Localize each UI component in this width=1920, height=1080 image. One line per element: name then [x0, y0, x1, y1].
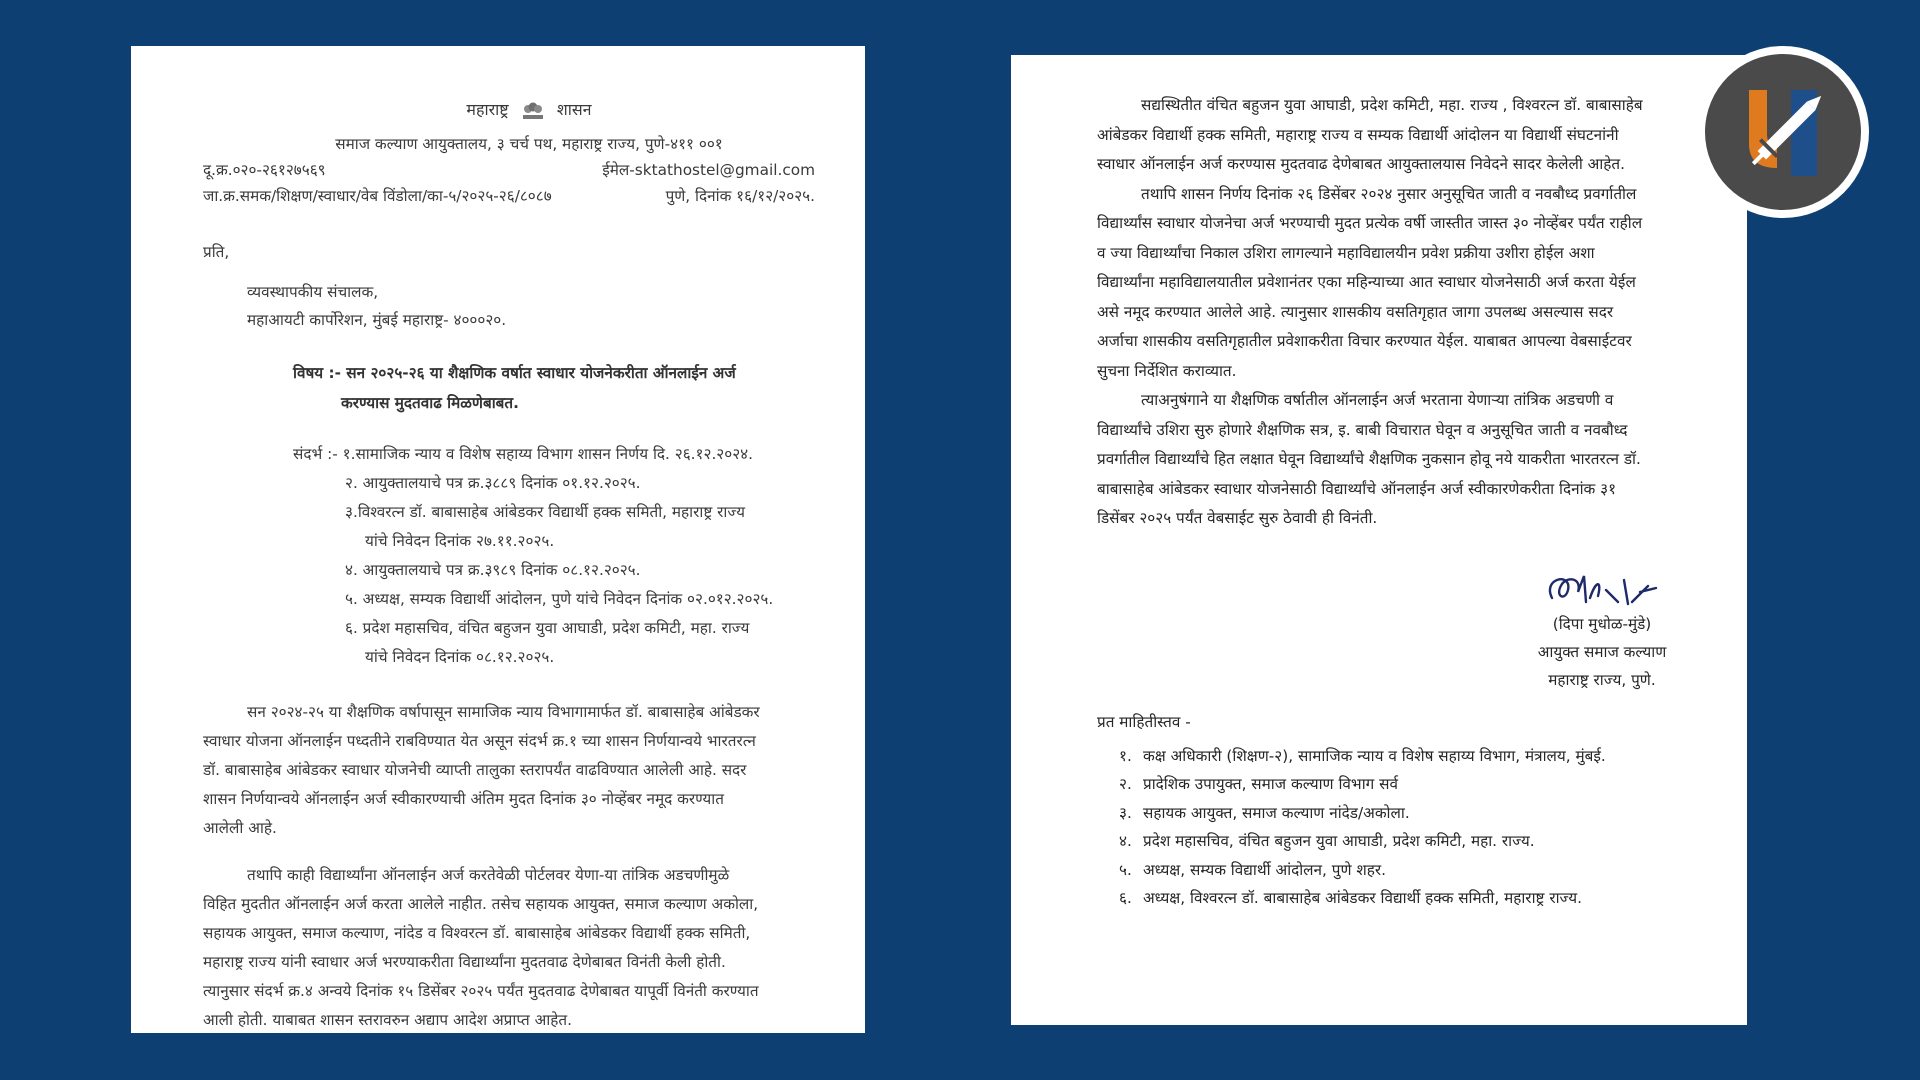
reference-item: ३.विश्वरत्न डॉ. बाबासाहेब आंबेडकर विद्यार्थी हक्क समिती, महाराष्ट्र राज्य	[345, 502, 745, 521]
reference-item: २. आयुक्तालयाचे पत्र क्र.३८८९ दिनांक ०१.१२.२०२५.	[345, 473, 641, 492]
site-logo-icon	[1705, 54, 1861, 210]
subject-line-1: विषय :- सन २०२५-२६ या शैक्षणिक वर्षात स्वाधार योजनेकरीता ऑनलाईन अर्ज	[293, 363, 736, 382]
paragraph-line: सद्यस्थितीत वंचित बहुजन युवा आघाडी, प्रदेश कमिटी, महा. राज्य , विश्वरत्न डॉ. बाबासाहेब	[1141, 96, 1643, 114]
reference-item: यांचे निवेदन दिनांक ०८.१२.२०२५.	[365, 647, 555, 666]
list-item	[1119, 827, 1695, 856]
gov-left: महाराष्ट्र	[466, 100, 509, 119]
cc-title: प्रत माहितीस्तव -	[1097, 712, 1191, 731]
place-date: पुणे, दिनांक १६/१२/२०२५.	[665, 186, 815, 205]
letter-page-1	[131, 46, 865, 1033]
list-item-number: ५.	[1119, 860, 1132, 879]
to-label: प्रति,	[203, 242, 230, 261]
paragraph-line: बाबासाहेब आंबेडकर स्वाधार योजनेसाठी विद्यार्थ्यांचे ऑनलाईन अर्ज स्वीकारणेकरीता दिनांक ३१	[1097, 479, 1617, 498]
reference-row	[203, 186, 815, 206]
list-item	[1119, 884, 1695, 913]
paragraph-line: डॉ. बाबासाहेब आंबेडकर स्वाधार योजनेची व्याप्ती तालुका स्तरापर्यंत वाढविण्यात आलेली आहे. सदर	[203, 760, 747, 779]
list-item-text: कक्ष अधिकारी (शिक्षण-२), सामाजिक न्याय व विशेष सहाय्य विभाग, मंत्रालय, मुंबई.	[1143, 746, 1606, 765]
list-item-number: २.	[1119, 775, 1132, 793]
list-item-text: सहायक आयुक्त, समाज कल्याण नांदेड/अकोला.	[1143, 803, 1410, 822]
site-logo	[1697, 46, 1869, 218]
paragraph-line: स्वाधार ऑनलाईन अर्ज करण्यास मुदतवाढ देणेबाबत आयुक्तालयास निवेदने सादर केलेली आहेत.	[1097, 155, 1625, 173]
list-item	[1119, 799, 1695, 828]
paragraph-line: त्यानुसार संदर्भ क्र.४ अन्वये दिनांक १५ डिसेंबर २०२५ पर्यंत मुदतवाढ देणेबाबत यापूर्वी विनंती करण्यात	[203, 981, 759, 1000]
subject-block	[293, 358, 815, 418]
reference-item: ५. अध्यक्ष, सम्यक विद्यार्थी आंदोलन, पुणे यांचे निवेदन दिनांक ०२.०१२.२०२५.	[345, 589, 774, 608]
reference-text: १.सामाजिक न्याय व विशेष सहाय्य विभाग शासन निर्णय दि. २६.१२.२०२४.	[342, 444, 753, 463]
body-paragraph-1	[203, 698, 815, 843]
reference-number: जा.क्र.समक/शिक्षण/स्वाधार/वेब विंडोला/का-५/२०२५-२६/८०८७	[203, 186, 552, 205]
list-item-number: ६.	[1119, 889, 1132, 907]
list-item-number: ४.	[1119, 832, 1132, 850]
list-item	[1119, 742, 1695, 771]
paragraph-line: तथापि शासन निर्णय दिनांक २६ डिसेंबर २०२४ नुसार अनुसूचित जाती व नवबौध्द प्रवर्गातील	[1141, 184, 1637, 203]
paragraph-line: विद्यार्थ्यांस स्वाधार योजनेचा अर्ज भरण्याची मुदत प्रत्येक वर्षी जास्तीत जास्त ३० नोव्हेंबर पर्यंत राहील	[1097, 214, 1643, 232]
paragraph-line: आलेली आहे.	[203, 818, 277, 837]
paragraph-line: तथापि काही विद्यार्थ्यांना ऑनलाईन अर्ज करतेवेळी पोर्टलवर येणा-या तांत्रिक अडचणीमुळे	[247, 865, 730, 884]
emblem-icon	[520, 100, 546, 122]
addressee-block	[203, 242, 815, 334]
paragraph-line: व ज्या विद्यार्थ्यांचा निकाल उशिरा लागल्याने महाविद्यालयीन प्रवेश प्रक्रीया उशीरा होईल अशा	[1097, 243, 1595, 262]
contact-row	[203, 160, 815, 180]
signatory-name: (दिपा मुधोळ-मुंडे)	[1552, 614, 1652, 633]
list-item-text: अध्यक्ष, विश्वरत्न डॉ. बाबासाहेब आंबेडकर विद्यार्थी हक्क समिती, महाराष्ट्र राज्य.	[1143, 889, 1583, 907]
list-item-text: अध्यक्ष, सम्यक विद्यार्थी आंदोलन, पुणे शहर.	[1143, 860, 1387, 879]
paragraph-line: शासन निर्णयान्वये ऑनलाईन अर्ज स्वीकारण्याची अंतिम मुदत दिनांक ३० नोव्हेंबर नमूद करण्यात	[203, 789, 724, 808]
reference-item: ४. आयुक्तालयाचे पत्र क्र.३९८९ दिनांक ०८.१२.२०२५.	[345, 560, 641, 579]
phone-number: दू.क्र.०२०-२६१२७५६९	[203, 160, 326, 179]
logo-mark	[1705, 54, 1861, 210]
paragraph-line: त्याअनुषंगाने या शैक्षणिक वर्षातील ऑनलाईन अर्ज भरताना येणाऱ्या तांत्रिक अडचणी व	[1141, 391, 1614, 409]
paragraph-line: अर्जाचा शासकीय वसतिगृहातील प्रवेशाकरीता विचार करण्यात येईल. याबाबत आपल्या वेबसाईटवर	[1097, 332, 1632, 350]
reference-item: यांचे निवेदन दिनांक २७.११.२०२५.	[365, 531, 555, 550]
reference-item: ६. प्रदेश महासचिव, वंचित बहुजन युवा आघाडी, प्रदेश कमिटी, महा. राज्य	[345, 618, 750, 637]
list-item-text: प्रादेशिक उपायुक्त, समाज कल्याण विभाग सर्व	[1143, 775, 1398, 793]
reference-item	[293, 440, 815, 469]
list-item-number: ३.	[1119, 803, 1132, 822]
letterhead-title	[243, 98, 815, 122]
signature-block	[1497, 568, 1707, 694]
gov-right: शासन	[556, 100, 592, 119]
paragraph-line: स्वाधार योजना ऑनलाईन पध्दतीने राबविण्यात येत असून संदर्भ क्र.१ च्या शासन निर्णयान्वये भारतरत्न	[203, 731, 756, 750]
cc-list	[1119, 742, 1695, 913]
body-paragraph-2	[203, 861, 815, 1035]
body-paragraph-3	[1097, 91, 1695, 180]
signature-mark	[1532, 568, 1672, 610]
paragraph-line: डिसेंबर २०२५ पर्यंत वेबसाईट सुरु ठेवावी ही विनंती.	[1097, 509, 1378, 527]
list-item	[1119, 856, 1695, 885]
body-paragraph-4	[1097, 180, 1695, 387]
paragraph-line: आंबेडकर विद्यार्थी हक्क समिती, महाराष्ट्र राज्य व सम्यक विद्यार्थी आंदोलन या विद्यार्थी संघटनांनी	[1097, 125, 1619, 144]
letter-page-2	[1011, 55, 1747, 1025]
addressee-line-2: महाआयटी कार्पोरेशन, मुंबई महाराष्ट्र- ४०००२०.	[247, 310, 507, 329]
paragraph-line: प्रवर्गातील विद्यार्थ्यांचे हित लक्षात घेवून विद्यार्थ्यांचे शैक्षणिक नुकसान होवू नये याकरीता भारतरत्न डॉ.	[1097, 450, 1641, 468]
body-paragraph-5	[1097, 386, 1695, 534]
paragraph-line: सहायक आयुक्त, समाज कल्याण, नांदेड व विश्वरत्न डॉ. बाबासाहेब आंबेडकर विद्यार्थी हक्क समिती,	[203, 923, 751, 942]
signatory-place: महाराष्ट्र राज्य, पुणे.	[1548, 670, 1656, 689]
list-item	[1119, 770, 1695, 799]
subject-line-2: करण्यास मुदतवाढ मिळणेबाबत.	[341, 393, 519, 412]
references-block	[293, 440, 815, 672]
paragraph-line: विहित मुदतीत ऑनलाईन अर्ज करता आलेले नाहीत. तसेच सहायक आयुक्त, समाज कल्याण अकोला,	[203, 894, 759, 913]
addressee-line-1: व्यवस्थापकीय संचालक,	[247, 282, 379, 301]
list-item-number: १.	[1119, 746, 1132, 765]
list-item-text: प्रदेश महासचिव, वंचित बहुजन युवा आघाडी, प्रदेश कमिटी, महा. राज्य.	[1143, 832, 1535, 850]
paragraph-line: विद्यार्थ्यांना महाविद्यालयातील प्रवेशानंतर एका महिन्याच्या आत स्वाधार योजनेसाठी अर्ज करता येईल	[1097, 273, 1636, 291]
office-address: समाज कल्याण आयुक्तालय, ३ चर्च पथ, महाराष्ट्र राज्य, पुणे-४११ ००१	[335, 134, 723, 153]
paragraph-line: असे नमूद करण्यात आलेले आहे. त्यानुसार शासकीय वसतिगृहात जागा उपलब्ध असल्यास सदर	[1097, 302, 1614, 321]
paragraph-line: आली होती. याबाबत शासन स्तरावरुन अद्याप आदेश अप्राप्त आहेत.	[203, 1010, 572, 1029]
paragraph-line: विद्यार्थ्यांचे उशिरा सुरु होणारे शैक्षणिक सत्र, इ. बाबी विचारात घेवून व अनुसूचित जाती व नवबौध्द	[1097, 420, 1628, 439]
paragraph-line: सन २०२४-२५ या शैक्षणिक वर्षापासून सामाजिक न्याय विभागामार्फत डॉ. बाबासाहेब आंबेडकर	[247, 702, 760, 721]
signatory-title: आयुक्त समाज कल्याण	[1537, 642, 1667, 661]
paragraph-line: सुचना निर्देशित कराव्यात.	[1097, 361, 1237, 380]
paragraph-line: महाराष्ट्र राज्य यांनी स्वाधार अर्ज भरण्याकरीता विद्यार्थ्यांना मुदतवाढ देणेबाबत विनंती केली होती.	[203, 952, 726, 971]
email-address: ईमेल-sktathostel@gmail.com	[602, 160, 815, 179]
references-label: संदर्भ :-	[293, 444, 338, 463]
